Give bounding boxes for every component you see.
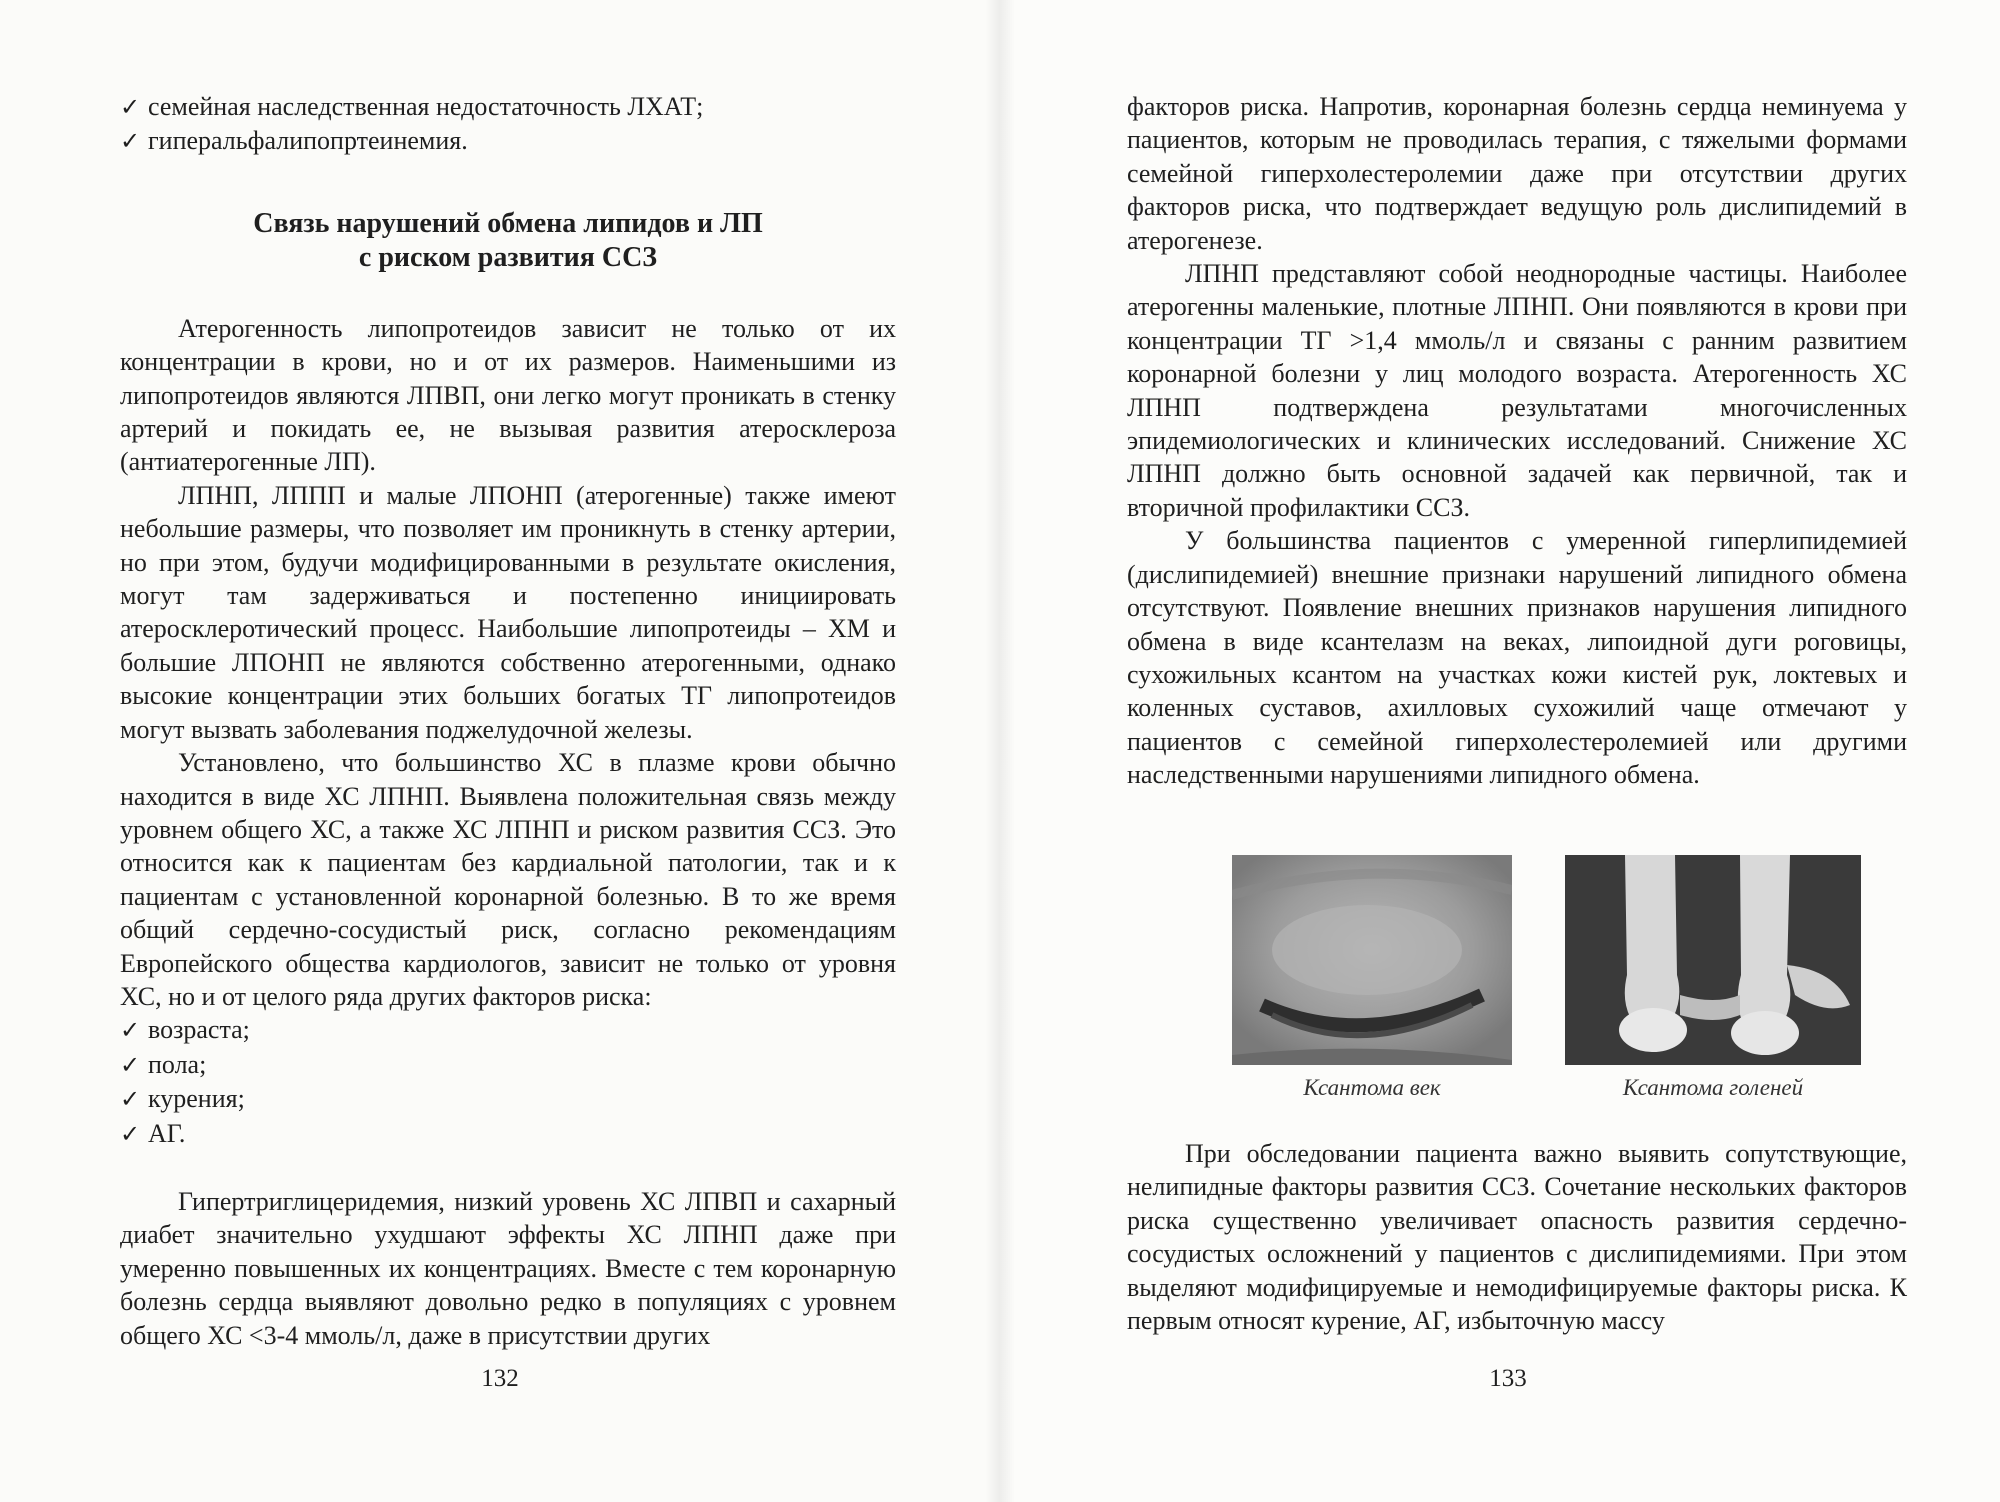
bullet-text: семейная наследственная недостаточность ЛХАТ;	[148, 92, 704, 121]
bullet-item	[120, 90, 896, 124]
right-page-text-bottom	[1127, 1137, 1907, 1337]
bullet-item	[120, 1013, 896, 1047]
bullet-text: гиперальфалипопртеинемия.	[148, 126, 468, 156]
paragraph: При обследовании пациента важно выявить сопутствующие, нелипидные факторы развития ССЗ. Сочетание нескольких факторов риска существенно увеличивает опасность развития сердечно-сосудистых осложнений у пациентов с дислипидемиями. При этом выделяют модифицируемые и немодифицируемые факторы риска. К первым относят курение, АГ, избыточную массу	[1127, 1139, 1907, 1336]
eyelid-photo-drawing	[1232, 855, 1512, 1065]
figure-caption: Ксантома голеней	[1622, 1075, 1804, 1100]
section-heading	[120, 207, 896, 275]
section-heading-line2: с риском развития ССЗ	[358, 241, 658, 273]
paragraph: факторов риска. Напротив, коронарная болезнь сердца неминуема у пациентов, которым не проводилась терапия, с тяжелыми формами семейной гиперхолестеролемии даже при отсутствии других факторов риска, что подтверждает ведущую роль дислипидемий в атерогенезе.	[1127, 92, 1907, 255]
bullet-item	[120, 1048, 896, 1082]
bullet-item	[120, 1117, 896, 1151]
checkmark-icon: ✓	[120, 1119, 141, 1148]
paragraph: Атерогенность липопротеидов зависит не только от их концентрации в крови, но и от их размеров. Наименьшими из липопротеидов являются ЛПВП, они легко могут проникать в стенку артерий и покидать ее, не вызывая развития атеросклероза (антиатерогенные ЛП).	[120, 313, 896, 477]
paragraph: Гипертриглицеридемия, низкий уровень ХС ЛПВП и сахарный диабет значительно ухудшают эффекты ХС ЛПНП даже при умеренно повышенных их концентрациях. Вместе с тем коронарную болезнь сердца выявляют довольно редко в популяциях с уровнем общего ХС <3-4 ммоль/л, даже в присутствии других	[120, 1186, 896, 1350]
eyelid-photo	[1232, 855, 1512, 1065]
paragraph: ЛПНП, ЛППП и малые ЛПОНП (атерогенные) также имеют небольшие размеры, что позволяет им проникнуть в стенку артерии, но при этом, будучи модифицированными в результате окисления, могут там задерживаться и постепенно инициировать атеросклеротический процесс. Наибольшие липопротеиды – ХМ и большие ЛПОНП не являются собственно атерогенными, однако высокие концентрации этих больших богатых ТГ липопротеидов могут вызвать заболевания поджелудочной железы.	[120, 480, 896, 744]
page-number-left: 132	[481, 1365, 519, 1392]
figure-eyelid-xanthoma	[1232, 855, 1512, 1101]
checkmark-icon: ✓	[120, 93, 141, 121]
figure-caption: Ксантома век	[1303, 1075, 1441, 1100]
bullet-text: пола;	[148, 1049, 207, 1079]
book-gutter	[985, 0, 1015, 1502]
bullet-text: возраста;	[148, 1015, 250, 1045]
section-heading-line1: Связь нарушений обмена липидов и ЛП	[253, 207, 763, 239]
checkmark-icon: ✓	[120, 1050, 141, 1079]
legs-photo	[1565, 855, 1861, 1065]
bullet-item	[120, 1082, 896, 1116]
paragraph: ЛПНП представляют собой неоднородные частицы. Наиболее атерогенны маленькие, плотные ЛПНП. Они появляются в крови при концентрации ТГ >1,4 ммоль/л и связаны с ранним развитием коронарной болезни у лиц молодого возраста. Атерогенность ХС ЛПНП подтверждена результатами многочисленных эпидемиологических и клинических исследований. Снижение ХС ЛПНП должно быть основной задачей как первичной, так и вторичной профилактики ССЗ.	[1127, 259, 1907, 522]
bullet-item	[120, 124, 896, 158]
bullet-text: АГ.	[148, 1118, 186, 1148]
spacer	[120, 1151, 896, 1185]
paragraph: У большинства пациентов с умеренной гиперлипидемией (дислипидемией) внешние признаки нарушений липидного обмена отсутствуют. Появление внешних признаков нарушения липидного обмена в виде ксантелазм на веках, липоидной дуги роговицы, сухожильных ксантом на участках кожи кистей рук, локтевых и коленных суставов, ахилловых сухожилий чаще отмечают у пациентов с семейной гиперхолестеролемией или другими наследственными нарушениями липидного обмена.	[1127, 526, 1907, 790]
checkmark-icon: ✓	[120, 127, 141, 156]
figure-leg-xanthoma	[1565, 855, 1861, 1101]
checkmark-icon: ✓	[120, 1085, 141, 1114]
paragraph: Установлено, что большинство ХС в плазме крови обычно находится в виде ХС ЛПНП. Выявлена положительная связь между уровнем общего ХС, а также ХС ЛПНП и риском развития ССЗ. Это относится как к пациентам без кардиальной патологии, так и к пациентам с установленной коронарной болезнью. В то же время общий сердечно-сосудистый риск, согласно рекомендациям Европейского общества кардиологов, зависит не только от уровня ХС, но и от целого ряда других факторов риска:	[120, 748, 896, 1011]
bullet-text: курения;	[148, 1084, 245, 1114]
left-page-text	[120, 90, 896, 1352]
right-page-text	[1127, 90, 1907, 792]
checkmark-icon: ✓	[120, 1016, 141, 1045]
legs-photo-drawing	[1565, 855, 1861, 1065]
page-number-right: 133	[1489, 1365, 1527, 1392]
